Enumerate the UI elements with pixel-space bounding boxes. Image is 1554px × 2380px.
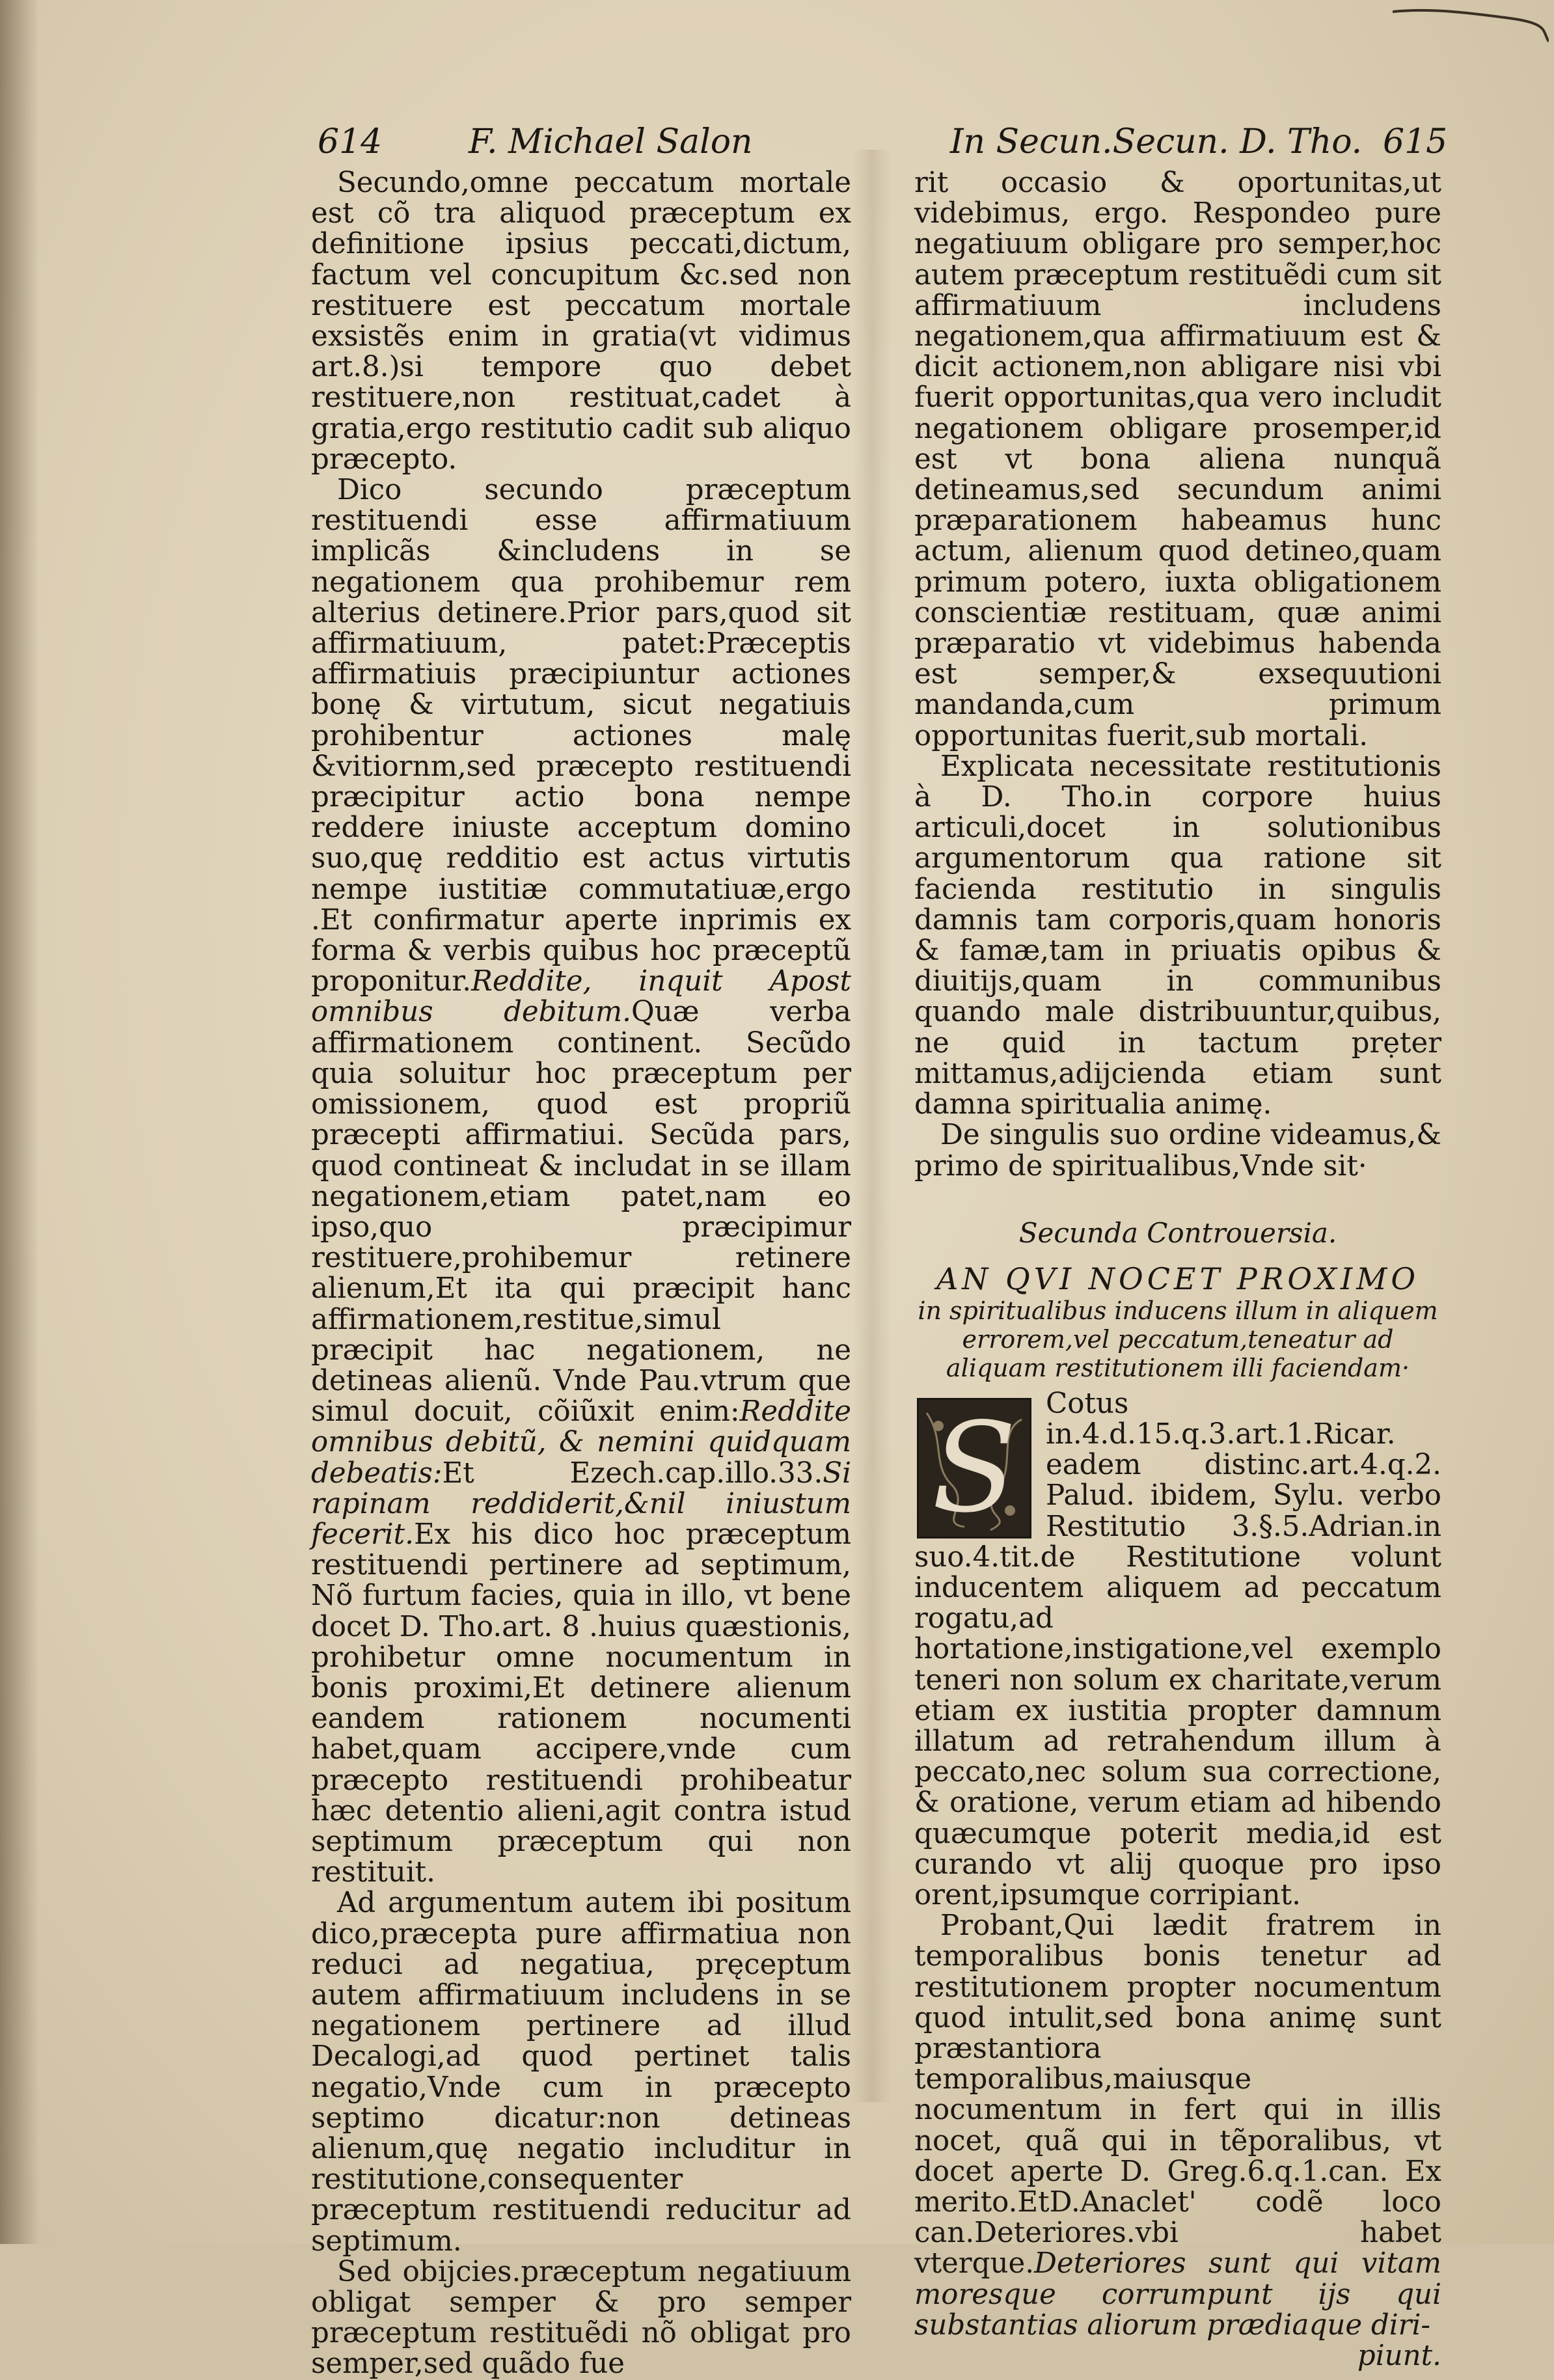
paragraph: De singulis suo ordine videamus,& primo de spiritualibus,Vnde sit· — [914, 1119, 1441, 1183]
paragraph: Sed obijcies.præceptum negatiuum obligat semper & pro semper præceptum restituẽdi nõ obligat pro semper,sed quãdo fue — [311, 2255, 851, 2380]
page-edge-shadow — [0, 0, 39, 2244]
question-title: AN QVI NOCET PROXIMO — [936, 1261, 1420, 1296]
paragraph — [914, 1911, 1441, 2341]
initial-letter: S — [931, 1395, 1017, 1540]
scripture-quote: Reddite omnibus debitũ, & nemini quidquam debeatis: — [311, 1395, 851, 1490]
text-run: Ex his dico hoc præceptum restituendi pertinere ad septimum, Nõ furtum facies, quia in illo, vt bene docet D. Tho.art. 8 .huius quæstionis, prohibetur omne nocumentum in bonis proximi,Et detinere alienum eandem rationem nocumenti habet,quam accipere,vnde cum præcepto restituendi prohibeatur hæc detentio alieni,agit contra istud septimum præceptum qui non restituit. — [311, 1518, 851, 1889]
text-run: Et Ezech.cap.illo.33. — [442, 1457, 823, 1490]
scripture-quote: Deteriores sunt qui vitam moresque corrumpunt ijs qui substantias aliorum prædiaque diri- — [914, 2247, 1441, 2342]
question-subtitle: in spiritualibus inducens illum in aliquem errorem,vel peccatum,teneatur ad aliquam restitutionem illi faciendam· — [918, 1296, 1438, 1382]
right-page-number: 615 — [1383, 122, 1448, 161]
paper-tear-mark — [1393, 5, 1549, 44]
gutter-shadow — [852, 150, 892, 2102]
right-running-head: In Secun.Secun. D. Tho. — [950, 122, 1363, 161]
paragraph: rit occasio & oportunitas,ut videbimus, ergo. Respondeo pure negatiuum obligare pro semper,hoc autem præceptum restituẽdi cum sit affirmatiuum includens negationem,qua affirmatiuum est & dicit actionem,non abligare nisi vbi fuerit opportunitas,qua vero includit negationem obligare prosemper,id est vt bona aliena nunquã detineamus,sed secundum animi præparationem habeamus hunc actum, alienum quod detineo,quam primum potero, iuxta obligationem conscientiæ restituam, quæ animi præparatio vt videbimus habenda est semper,& exsequutioni mandanda,cum primum opportunitas fuerit,sub mortali. — [914, 167, 1441, 752]
paragraph: Ad argumentum autem ibi positum dico,præcepta pure affirmatiua non reduci ad negatiua, pręceptum autem affirmatiuum includens in se negationem pertinere ad illud Decalogi,ad quod pertinet talis negatio,Vnde cum in præcepto septimo dicatur:non detineas alienum,quę negatio includitur in restitutione,consequenter præceptum restituendi reducitur ad septimum. — [311, 1887, 851, 2258]
text-run: Probant,Qui lædit fratrem in temporalibus bonis tenetur ad restitutionem propter nocumentum quod intulit,sed bona animę sunt præstantiora temporalibus,maiusque nocumentum in fert qui in illis nocet, quã qui in tẽporalibus, vt docet aperte D. Greg.6.q.1.can. Ex merito.EtD.Anaclet' codẽ loco can.Deteriores.vbi habet vterque. — [914, 1909, 1441, 2280]
left-running-head: F. Michael Salon — [469, 122, 753, 161]
scripture-quote: Reddite, inquit Apost omnibus debitum. — [311, 965, 851, 1029]
text-run: Quæ verba affirmationem continent. Secũdo quia soluitur hoc præceptum per omissionem, quod est propriũ præcepti affirmatiui. Secũda pars, quod contineat & includat in se illam negationem,etiam patet,nam eo ipso,quo præcipimur restituere,prohibemur retinere alienum,Et ita qui præcipit hanc affirmationem,restitue,simul præcipit hac negationem, ne detineas alienũ. Vnde Pau.vtrum que simul docuit, cõiũxit enim: — [311, 996, 851, 1429]
scripture-quote: Si rapinam reddiderit,&nil iniustum fecerit. — [311, 1457, 851, 1551]
left-page-number: 614 — [318, 122, 383, 161]
section-heading: Secunda Controuersia. — [1018, 1216, 1337, 1249]
text-run: Cotus in.4.d.15.q.3.art.1.Ricar. eadem distinc.art.4.q.2. Palud. ibidem, Sylu. verbo Restitutio 3.§.5.Adrian.in suo.4.tit.de Restitutione volunt inducentem aliquem ad peccatum rogatu,ad hortatione,instigatione,vel exemplo teneri non solum ex charitate,verum etiam ex iustitia propter damnum illatum ad retrahendum illum à peccato,nec solum sua correctione, & oratione, verum etiam ad hibendo quæcumque poterit media,id est curando vt alij quoque pro ipso orent,ipsumque corripiant. — [914, 1387, 1441, 1911]
paragraph: Explicata necessitate restitutionis à D. Tho.in corpore huius articuli,docet in solutionibus argumentorum qua ratione sit facienda restitutio in singulis damnis tam corporis,quam honoris & famæ,tam in priuatis opibus & diuitijs,quam in communibus quando male distribuuntur,quibus, ne quid in tactum prẹter mittamus,adijcienda etiam sunt damna spiritualia animę. — [914, 750, 1441, 1121]
paragraph — [914, 1389, 1441, 1911]
paragraph — [311, 475, 851, 1888]
catchword: piunt. — [1357, 2340, 1441, 2372]
paragraph: Secundo,omne peccatum mortale est cõ tra aliquod præceptum ex definitione ipsius peccati,dictum, factum vel concupitum &c.sed non restituere est peccatum mortale exsistẽs enim in gratia(vt vidimus art.8.)si tempore quo debet restituere,non restituat,cadet à gratia,ergo restitutio cadit sub aliquo præcepto. — [311, 167, 851, 476]
right-column — [914, 168, 1441, 2372]
decorated-initial — [917, 1395, 1031, 1540]
text-run: Dico secundo præceptum restituendi esse affirmatiuum implicãs &includens in se negationem qua prohibemur rem alterius detinere.Prior pars,quod sit affirmatiuum, patet:Præceptis affirmatiuis præcipiuntur actiones bonę & virtutum, sicut negatiuis prohibentur actiones malę &vitiornm,sed præcepto restituendi præcipitur actio bona nempe reddere iniuste acceptum domino suo,quę redditio est actus virtutis nempe iustitiæ commutatiuæ,ergo .Et confirmatur aperte inprimis ex forma & verbis quibus hoc præceptũ proponitur. — [311, 474, 851, 998]
left-column — [311, 168, 851, 2380]
